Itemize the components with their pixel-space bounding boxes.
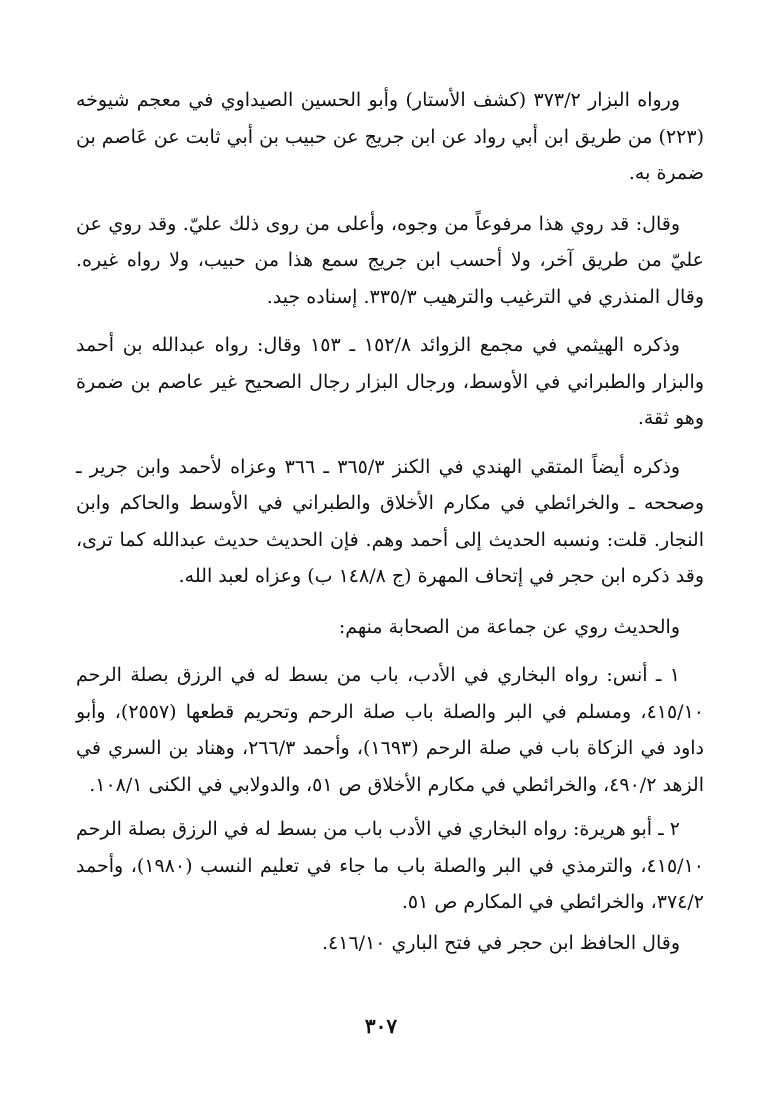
paragraph-companions-intro: والحديث روي عن جماعة من الصحابة منهم: — [338, 615, 680, 638]
paragraph-ibn-hajar: وقال الحافظ ابن حجر في فتح الباري ٤١٦/١٠. — [321, 931, 680, 954]
list-item-abu-hurayra: ٢ ـ أبو هريرة: رواه البخاري في الأدب باب من بسط له في الرزق بصلة الرحم ٤١٥/١٠، والترمذي في البر والصلة باب ما جاء في تعليم النسب (١٩٨٠)، وأحمد ٣٧٤/٢، والخرائطي في المكارم ص ٥١. — [76, 818, 704, 913]
paragraph-haythami: وذكره الهيثمي في مجمع الزوائد ١٥٢/٨ ـ ١٥٣ وقال: رواه عبدالله بن أحمد والبزار والطبراني في الأوسط، ورجال البزار رجال الصحيح غير عاصم بن ضمرة وهو ثقة. — [76, 334, 704, 429]
paragraph-muttaqi-hindi: وذكره أيضاً المتقي الهندي في الكنز ٣٦٥/٣ ـ ٣٦٦ وعزاه لأحمد وابن جرير ـ وصححه ـ والخرائطي في مكارم الأخلاق والطبراني في الأوسط والحاكم وابن النجار. قلت: ونسبه الحديث إلى أحمد وهم. فإن الحديث حديث عبدالله كما ترى، وقد ذكره ابن حجر في إتحاف المهرة (ج ١٤٨/٨ ب) وعزاه لعبد الله. — [76, 455, 704, 587]
paragraph-bazzar-narration: ورواه البزار ٣٧٣/٢ (كشف الأستار) وأبو الحسين الصيداوي في معجم شيوخه (٢٢٣) من طريق ابن أبي رواد عن ابن جريج عن حبيب بن أبي ثابت عن عَاصم بن ضمرة به. — [76, 89, 704, 184]
page-number: ٣٠٧ — [364, 1014, 398, 1038]
list-item-anas: ١ ـ أنس: رواه البخاري في الأدب، باب من بسط له في الرزق بصلة الرحم ٤١٥/١٠، ومسلم في البر والصلة باب صلة الرحم وتحريم قطعها (٢٥٥٧)، وأبو داود في الزكاة باب في صلة الرحم (١٦٩٣)، وأحمد ٢٦٦/٣، وهناد بن السري في الزهد ٤٩٠/٢، والخرائطي في مكارم الأخلاق ص ٥١، والدولابي في الكنى ١٠٨/١. — [76, 664, 705, 796]
paragraph-bazzar-comment: وقال: قد روي هذا مرفوعاً من وجوه، وأعلى من روى ذلك عليّ. وقد روي عن عليّ من طريق آخر، ولا أحسب ابن جريج سمع هذا من حبيب، ولا رواه غيره. وقال المنذري في الترغيب والترهيب ٣٣٥/٣. إسناده جيد. — [76, 212, 704, 308]
document-body — [76, 82, 704, 961]
